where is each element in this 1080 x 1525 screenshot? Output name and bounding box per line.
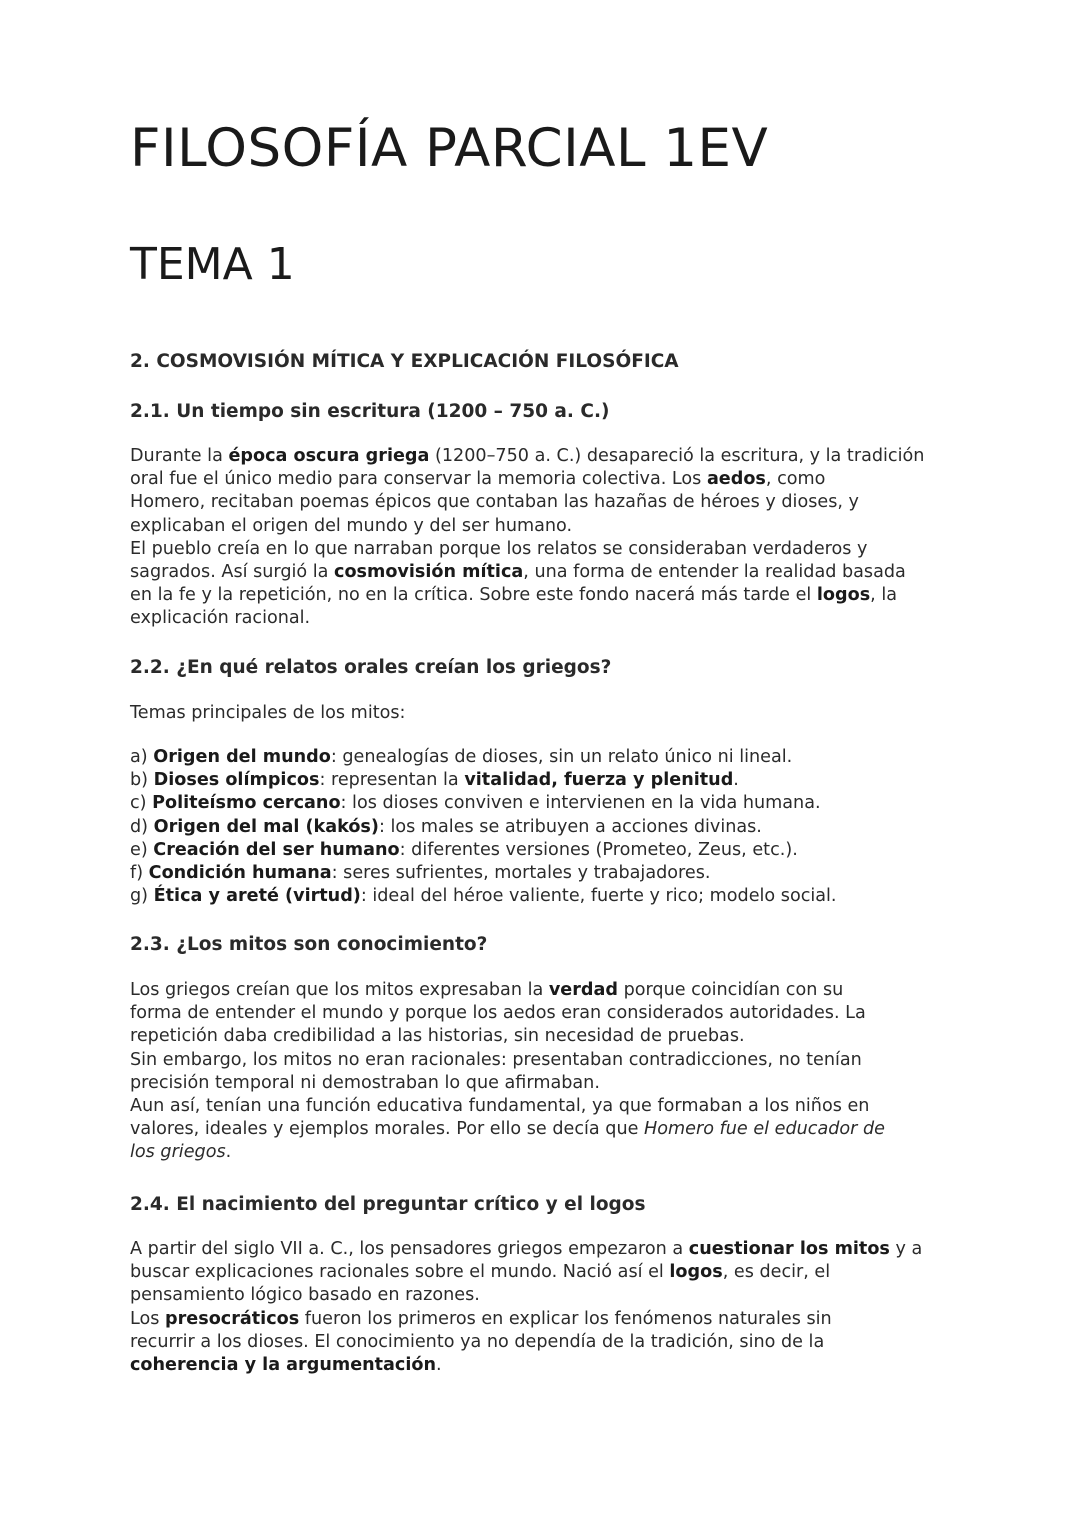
text-line: Aun así, tenían una función educativa fundamental, ya que formaban a los niños en	[130, 1096, 870, 1117]
document-title: FILOSOFÍA PARCIAL 1EV	[130, 118, 769, 179]
myth-topics-list	[130, 746, 970, 908]
list-item: d) Origen del mal (kakós): los males se atribuyen a acciones divinas.	[130, 816, 762, 837]
text-line: repetición daba credibilidad a las historias, sin necesidad de pruebas.	[130, 1026, 745, 1047]
text-line: Los griegos creían que los mitos expresaban la verdad porque coincidían con su	[130, 980, 844, 1000]
subsection-2-2-heading: 2.2. ¿En qué relatos orales creían los griegos?	[130, 657, 612, 678]
text-line: El pueblo creía en lo que narraban porque los relatos se consideraban verdaderos y	[130, 538, 868, 559]
text-line: recurrir a los dioses. El conocimiento ya no dependía de la tradición, sino de la	[130, 1331, 825, 1352]
text-line: precisión temporal ni demostraban lo que afirmaban.	[130, 1072, 600, 1093]
text-line: Los presocráticos fueron los primeros en explicar los fenómenos naturales sin	[130, 1308, 832, 1329]
text-line: forma de entender el mundo y porque los aedos eran considerados autoridades. La	[130, 1003, 866, 1024]
text-line: en la fe y la repetición, no en la crítica. Sobre este fondo nacerá más tarde el logos, la	[130, 585, 898, 606]
topic-title: TEMA 1	[130, 239, 295, 290]
subsection-2-1-heading: 2.1. Un tiempo sin escritura (1200 – 750 a. C.)	[130, 401, 610, 422]
list-item: e) Creación del ser humano: diferentes versiones (Prometeo, Zeus, etc.).	[130, 839, 798, 860]
list-item: f) Condición humana: seres sufrientes, mortales y trabajadores.	[130, 863, 711, 884]
text-line: valores, ideales y ejemplos morales. Por ello se decía que Homero fue el educador de	[130, 1119, 885, 1140]
text-line: Durante la época oscura griega (1200–750 a. C.) desapareció la escritura, y la tradición	[130, 446, 925, 466]
text-line: pensamiento lógico basado en razones.	[130, 1285, 480, 1306]
subsection-2-3-heading: 2.3. ¿Los mitos son conocimiento?	[130, 934, 488, 955]
section-heading: 2. COSMOVISIÓN MÍTICA Y EXPLICACIÓN FILOSÓFICA	[130, 351, 679, 372]
subsection-2-4-text	[130, 1238, 970, 1377]
text-line: sagrados. Así surgió la cosmovisión mítica, una forma de entender la realidad basada	[130, 562, 906, 583]
text-line: coherencia y la argumentación.	[130, 1355, 442, 1376]
subsection-2-4-heading: 2.4. El nacimiento del preguntar crítico y el logos	[130, 1194, 646, 1215]
subsection-2-1-text	[130, 445, 970, 631]
text-line: oral fue el único medio para conservar la memoria colectiva. Los aedos, como	[130, 469, 826, 490]
subsection-2-2-intro: Temas principales de los mitos:	[130, 703, 406, 723]
text-line: buscar explicaciones racionales sobre el mundo. Nació así el logos, es decir, el	[130, 1262, 831, 1283]
text-line: los griegos.	[130, 1142, 232, 1163]
list-item: g) Ética y areté (virtud): ideal del héroe valiente, fuerte y rico; modelo social.	[130, 886, 837, 907]
text-line: explicación racional.	[130, 608, 311, 629]
subsection-2-3-text	[130, 979, 970, 1165]
list-item: a) Origen del mundo: genealogías de dioses, sin un relato único ni lineal.	[130, 747, 793, 767]
text-line: Sin embargo, los mitos no eran racionales: presentaban contradicciones, no tenían	[130, 1049, 862, 1070]
list-item: b) Dioses olímpicos: representan la vitalidad, fuerza y plenitud.	[130, 770, 739, 791]
text-line: explicaban el origen del mundo y del ser humano.	[130, 515, 573, 536]
list-item: c) Politeísmo cercano: los dioses conviven e intervienen en la vida humana.	[130, 793, 821, 814]
text-line: Homero, recitaban poemas épicos que contaban las hazañas de héroes y dioses, y	[130, 492, 859, 513]
text-line: A partir del siglo VII a. C., los pensadores griegos empezaron a cuestionar los mitos y a	[130, 1239, 923, 1259]
